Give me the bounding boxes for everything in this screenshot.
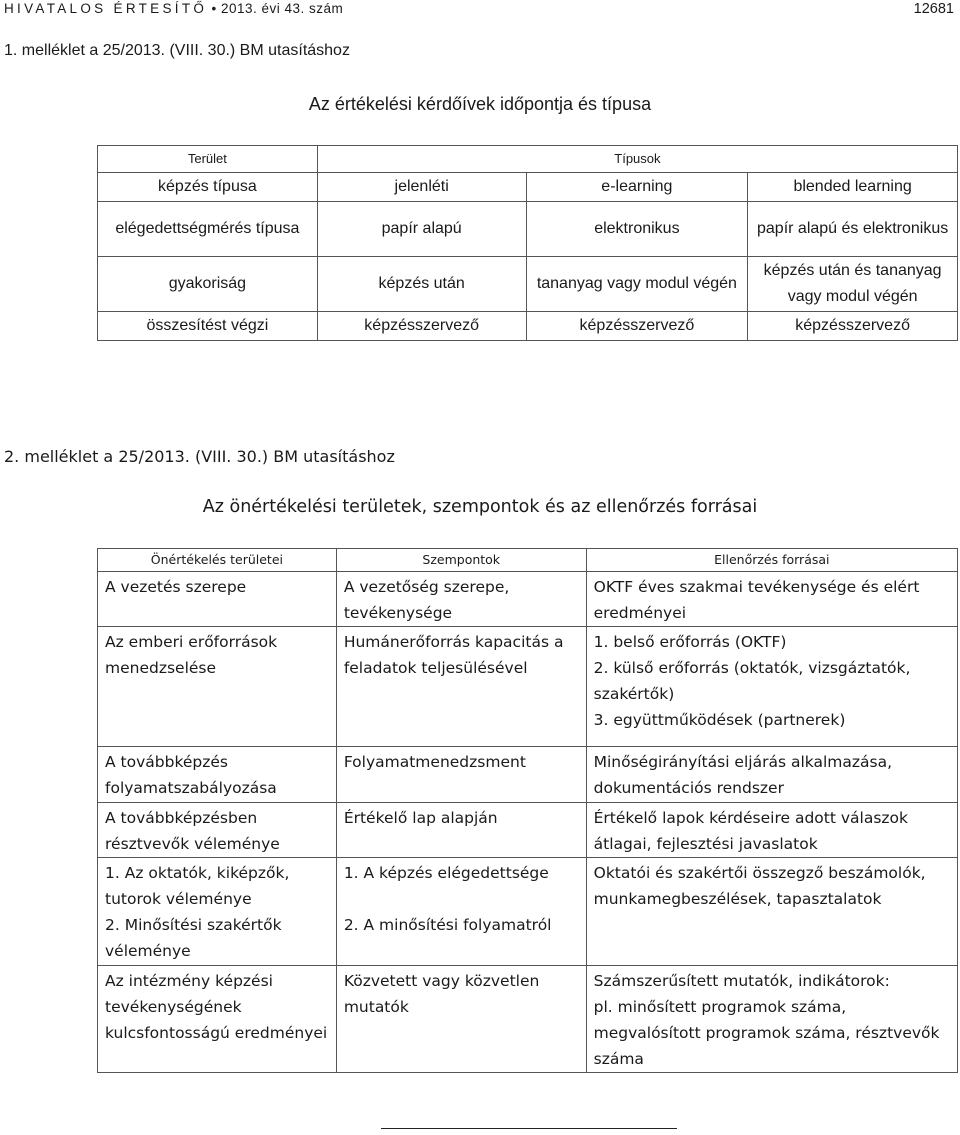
annex2-label: 2. melléklet a 25/2013. (VIII. 30.) BM utasításhoz	[4, 447, 395, 466]
source-line: 1. belső erőforrás (OKTF)	[593, 633, 787, 651]
table-cell: képzés után	[317, 257, 526, 312]
source-line: 3. együttműködések (partnerek)	[593, 711, 846, 729]
table-cell: papír alapú	[317, 202, 526, 257]
aspect-line: 2. A minősítési folyamatról	[343, 916, 552, 934]
aspect-cell: Közvetett vagy közvetlen mutatók	[336, 966, 586, 1073]
header-types: Típusok	[317, 146, 957, 173]
area-cell: A továbbképzésben résztvevők véleménye	[98, 803, 337, 858]
table-cell: képzésszervező	[317, 312, 526, 341]
header-separator: •	[211, 1, 217, 16]
area-line: 1. Az oktatók, kiképzők, tutorok véleménye	[105, 864, 290, 908]
table-row	[98, 173, 958, 202]
aspect-line: 1. A képzés elégedettsége	[343, 864, 549, 882]
area-cell: A továbbképzés folyamatszabályozása	[98, 747, 337, 803]
table-row	[98, 858, 958, 966]
footer-rule	[381, 1128, 677, 1129]
area-cell	[98, 858, 337, 966]
annex1-label: 1. melléklet a 25/2013. (VIII. 30.) BM utasításhoz	[4, 42, 350, 59]
table-row	[98, 257, 958, 312]
table-cell: jelenléti	[317, 173, 526, 202]
table-row	[98, 627, 958, 747]
table-row	[98, 312, 958, 341]
evaluation-questionnaire-table	[97, 145, 958, 341]
source-cell	[586, 627, 957, 747]
page-number: 12681	[913, 1, 954, 17]
table-cell: gyakoriság	[98, 257, 318, 312]
source-line: Számszerűsített mutatók, indikátorok:	[593, 972, 890, 990]
annex1-title: Az értékelési kérdőívek időpontja és típusa	[308, 94, 652, 114]
table-cell: tananyag vagy modul végén	[526, 257, 748, 312]
source-cell: Minőségirányítási eljárás alkalmazása, dokumentációs rendszer	[586, 747, 957, 803]
table-cell: e-learning	[526, 173, 748, 202]
table-cell: képzés után és tananyag vagy modul végén	[748, 257, 958, 312]
table-cell: papír alapú és elektronikus	[748, 202, 958, 257]
source-cell: Értékelő lapok kérdéseire adott válaszok átlagai, fejlesztési javaslatok	[586, 803, 957, 858]
table-cell: elégedettségmérés típusa	[98, 202, 318, 257]
header-aspects: Szempontok	[336, 549, 586, 572]
table-row	[98, 803, 958, 858]
table-row	[98, 202, 958, 257]
header-left	[4, 1, 343, 16]
area-cell: A vezetés szerepe	[98, 572, 337, 627]
header-sources: Ellenőrzés forrásai	[586, 549, 957, 572]
source-cell	[586, 966, 957, 1073]
table-row	[98, 966, 958, 1073]
table-cell: összesítést végzi	[98, 312, 318, 341]
table-header-row	[98, 146, 958, 173]
source-cell: Oktatói és szakértői összegző beszámolók, munkamegbeszélések, tapasztalatok	[586, 858, 957, 966]
table-cell: elektronikus	[526, 202, 748, 257]
issue-label: 2013. évi 43. szám	[220, 1, 344, 16]
header-area: Terület	[98, 146, 318, 173]
aspect-cell	[336, 858, 586, 966]
aspect-cell: Folyamatmenedzsment	[336, 747, 586, 803]
aspect-cell: Értékelő lap alapján	[336, 803, 586, 858]
self-assessment-table	[97, 548, 958, 1073]
source-cell: OKTF éves szakmai tevékenysége és elért eredményei	[586, 572, 957, 627]
aspect-cell: Humánerőforrás kapacitás a feladatok teljesülésével	[336, 627, 586, 747]
table-cell: képzésszervező	[748, 312, 958, 341]
annex2-title: Az önértékelési területek, szempontok és az ellenőrzés forrásai	[202, 497, 758, 517]
table-row	[98, 747, 958, 803]
page-header	[4, 0, 954, 20]
header-areas: Önértékelés területei	[98, 549, 337, 572]
table-row	[98, 572, 958, 627]
table-header-row	[98, 549, 958, 572]
area-cell: Az emberi erőforrások menedzselése	[98, 627, 337, 747]
gazette-name: HIVATALOS ÉRTESÍTŐ	[4, 1, 208, 16]
source-line: 2. külső erőforrás (oktatók, vizsgáztatók, szakértők)	[593, 659, 911, 703]
source-line: pl. minősített programok száma, megvalósított programok száma, résztvevők száma	[593, 998, 940, 1068]
table-cell: képzés típusa	[98, 173, 318, 202]
table-cell: blended learning	[748, 173, 958, 202]
table-cell: képzésszervező	[526, 312, 748, 341]
area-cell: Az intézmény képzési tevékenységének kulcsfontosságú eredményei	[98, 966, 337, 1073]
aspect-cell: A vezetőség szerepe, tevékenysége	[336, 572, 586, 627]
area-line: 2. Minősítési szakértők véleménye	[105, 916, 282, 960]
